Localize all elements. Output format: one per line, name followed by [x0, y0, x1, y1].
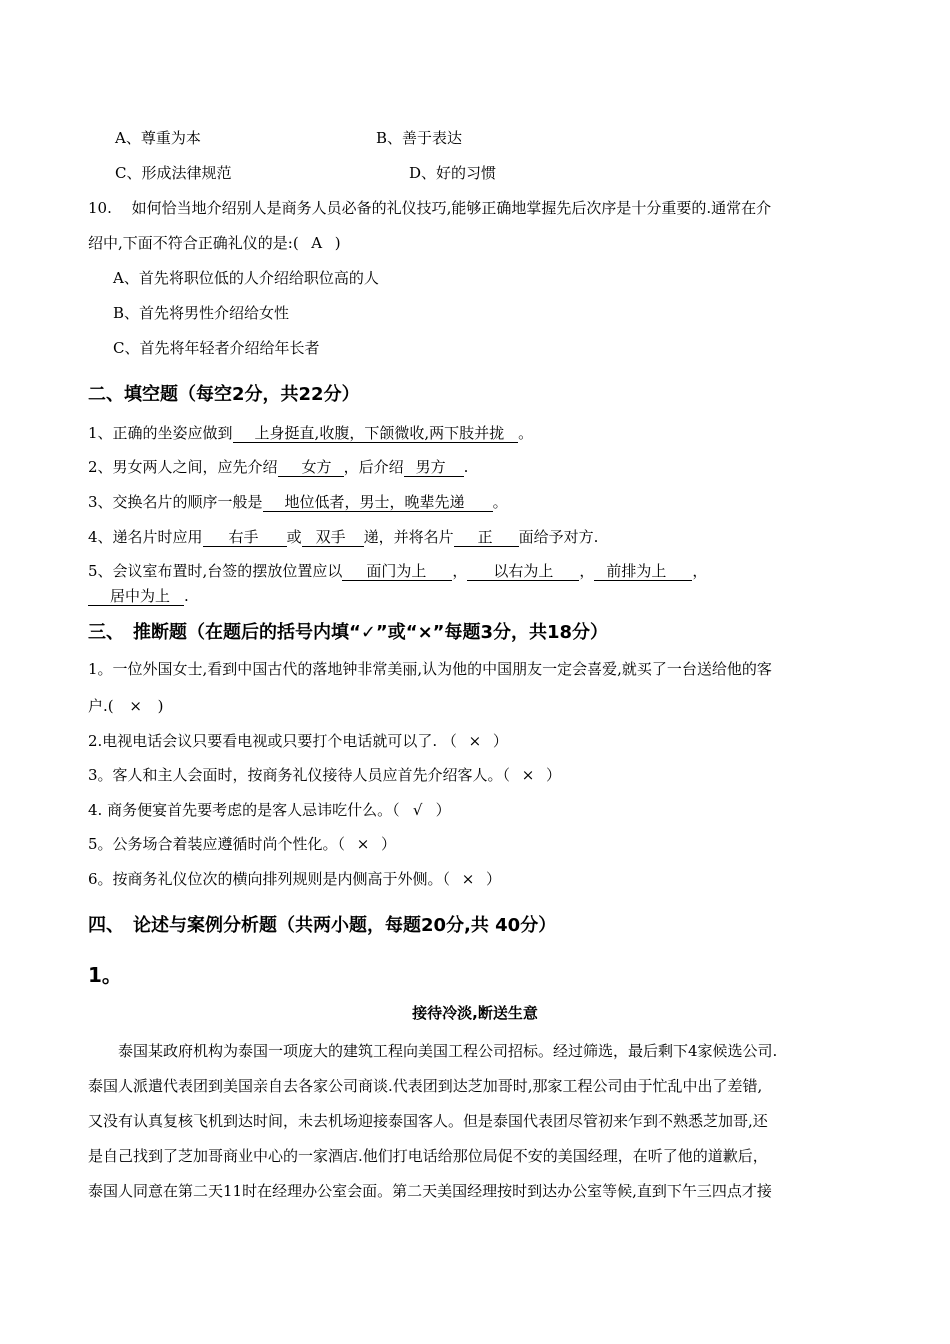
judge-q2-mark: ×: [468, 732, 482, 750]
fill-q1-answer: 上身挺直,收腹，下颌微收,两下肢并拢: [233, 424, 519, 443]
q10-stem-line1: 10. 如何恰当地介绍别人是商务人员必备的礼仪技巧,能够正确地掌握先后次序是十分重要的.通常在介: [88, 199, 772, 217]
fill-q3-answer: 地位低者，男士，晚辈先递: [263, 493, 493, 512]
case-paragraph-line-4: 是自己找到了芝加哥商业中心的一家酒店.他们打电话给那位局促不安的美国经理，在听了他的道歉后，: [88, 1147, 768, 1165]
judge-q2-close: ）: [492, 732, 508, 750]
fill-q5-cont: [88, 586, 189, 606]
judge-q1-line1: 1。一位外国女士,看到中国古代的落地钟非常美丽,认为他的中国朋友一定会喜爱,就买了一台送给他的客: [88, 660, 772, 678]
q9-option-a: A、尊重为本: [115, 129, 201, 147]
fill-q1-end: 。: [518, 424, 534, 442]
fill-q5-answer-2: 以右为上: [467, 562, 579, 581]
case-paragraph-line-5: 泰国人同意在第二天11时在经理办公室会面。第二天美国经理按时到达办公室等候,直到下午三四点才接: [88, 1182, 772, 1200]
q10-stem-line2: [88, 233, 341, 253]
case-title: 接待冷淡,断送生意: [412, 1004, 538, 1022]
judge-q4-mark: √: [412, 801, 423, 819]
judge-q1-text: 户.(: [88, 697, 114, 715]
judge-q6-text: 6。按商务礼仪位次的横向排列规则是内侧高于外侧。（: [88, 870, 451, 888]
fill-q3-text: 3、交换名片的顺序一般是: [88, 493, 263, 511]
fill-q5-sep-2: ，: [579, 562, 595, 580]
judge-q3-close: ）: [546, 766, 562, 784]
fill-q5-sep-1: ，: [452, 562, 468, 580]
judge-q1-line2: [88, 696, 163, 716]
fill-q2-mid: ，后介绍: [343, 458, 404, 476]
fill-q1-text: 1、正确的坐姿应做到: [88, 424, 233, 442]
fill-q2-answer-2: 男方: [404, 458, 464, 477]
judge-q3-text: 3。客人和主人会面时，按商务礼仪接待人员应首先介绍客人。（: [88, 766, 511, 784]
judge-q1-close: ): [157, 697, 164, 715]
judge-q2-text: 2.电视电话会议只要看电视或只要打个电话就可以了. （: [88, 732, 457, 750]
fill-q2-end: .: [463, 458, 469, 476]
fill-q4-answer-3: 正: [454, 528, 519, 547]
judge-q3-mark: ×: [521, 766, 535, 784]
q10-answer: A: [311, 234, 323, 252]
fill-q5-answer-4: 居中为上: [88, 587, 184, 606]
fill-q4-mid: 递，并将名片: [363, 528, 454, 546]
fill-q4-answer-1: 右手: [203, 528, 287, 547]
judge-q6: [88, 869, 501, 889]
essay-question-number: 1。: [88, 963, 122, 987]
q10-stem-text: 绍中,下面不符合正确礼仪的是:(: [88, 234, 299, 252]
fill-q5-text: 5、会议室布置时,台签的摆放位置应以: [88, 562, 343, 580]
q9-option-d: D、好的习惯: [409, 164, 497, 182]
fill-q2-answer-1: 女方: [278, 458, 344, 477]
fill-q5-answer-3: 前排为上: [594, 562, 692, 581]
q9-option-b: B、善于表达: [376, 129, 463, 147]
fill-q5-answer-1: 面门为上: [342, 562, 452, 581]
essay-section-heading: 四、 论述与案例分析题（共两小题，每题20分,共 40分）: [88, 915, 557, 936]
judge-q5: [88, 834, 396, 854]
q10-option-a: A、首先将职位低的人介绍给职位高的人: [113, 269, 379, 287]
q10-close-paren: ): [334, 234, 341, 252]
fill-section-heading: 二、填空题（每空2分，共22分）: [88, 384, 360, 405]
case-paragraph-line-2: 泰国人派遣代表团到美国亲自去各家公司商谈.代表团到达芝加哥时,那家工程公司由于忙乱中出了差错,: [88, 1077, 763, 1095]
q10-option-b: B、首先将男性介绍给女性: [113, 304, 290, 322]
fill-q4-text: 4、递名片时应用: [88, 528, 203, 546]
fill-q2-text: 2、男女两人之间，应先介绍: [88, 458, 278, 476]
q10-option-c: C、首先将年轻者介绍给年长者: [113, 339, 320, 357]
fill-q4-answer-2: 双手: [302, 528, 364, 547]
judge-q6-close: ）: [486, 870, 502, 888]
judge-q1-mark: ×: [129, 697, 142, 715]
fill-q2: [88, 457, 468, 477]
judge-section-heading: 三、 推断题（在题后的括号内填“✓”或“×”每题3分，共18分）: [88, 622, 609, 643]
judge-q4-close: ）: [435, 801, 451, 819]
judge-q4-text: 4. 商务便宴首先要考虑的是客人忌讳吃什么。（: [88, 801, 400, 819]
case-paragraph-line-1: 泰国某政府机构为泰国一项庞大的建筑工程向美国工程公司招标。经过筛选，最后剩下4家候选公司.: [88, 1042, 778, 1060]
fill-q1: [88, 423, 533, 443]
fill-q4-end: 面给予对方.: [518, 528, 599, 546]
fill-q4: [88, 527, 598, 547]
fill-q5-sep-3: ，: [692, 562, 708, 580]
q9-option-c: C、形成法律规范: [115, 164, 232, 182]
fill-q4-or: 或: [286, 528, 302, 546]
judge-q5-text: 5。公务场合着装应遵循时尚个性化。（: [88, 835, 346, 853]
judge-q2: [88, 731, 508, 751]
fill-q5-end: .: [184, 587, 189, 605]
judge-q3: [88, 765, 561, 785]
fill-q5: [88, 561, 707, 581]
judge-q6-mark: ×: [461, 870, 475, 888]
fill-q3-end: 。: [492, 493, 508, 511]
judge-q5-mark: ×: [356, 835, 370, 853]
fill-q3: [88, 492, 508, 512]
judge-q4: [88, 800, 451, 820]
case-paragraph-line-3: 又没有认真复核飞机到达时间，未去机场迎接泰国客人。但是泰国代表团尽管初来乍到不熟悉芝加哥,还: [88, 1112, 768, 1130]
judge-q5-close: ）: [381, 835, 397, 853]
